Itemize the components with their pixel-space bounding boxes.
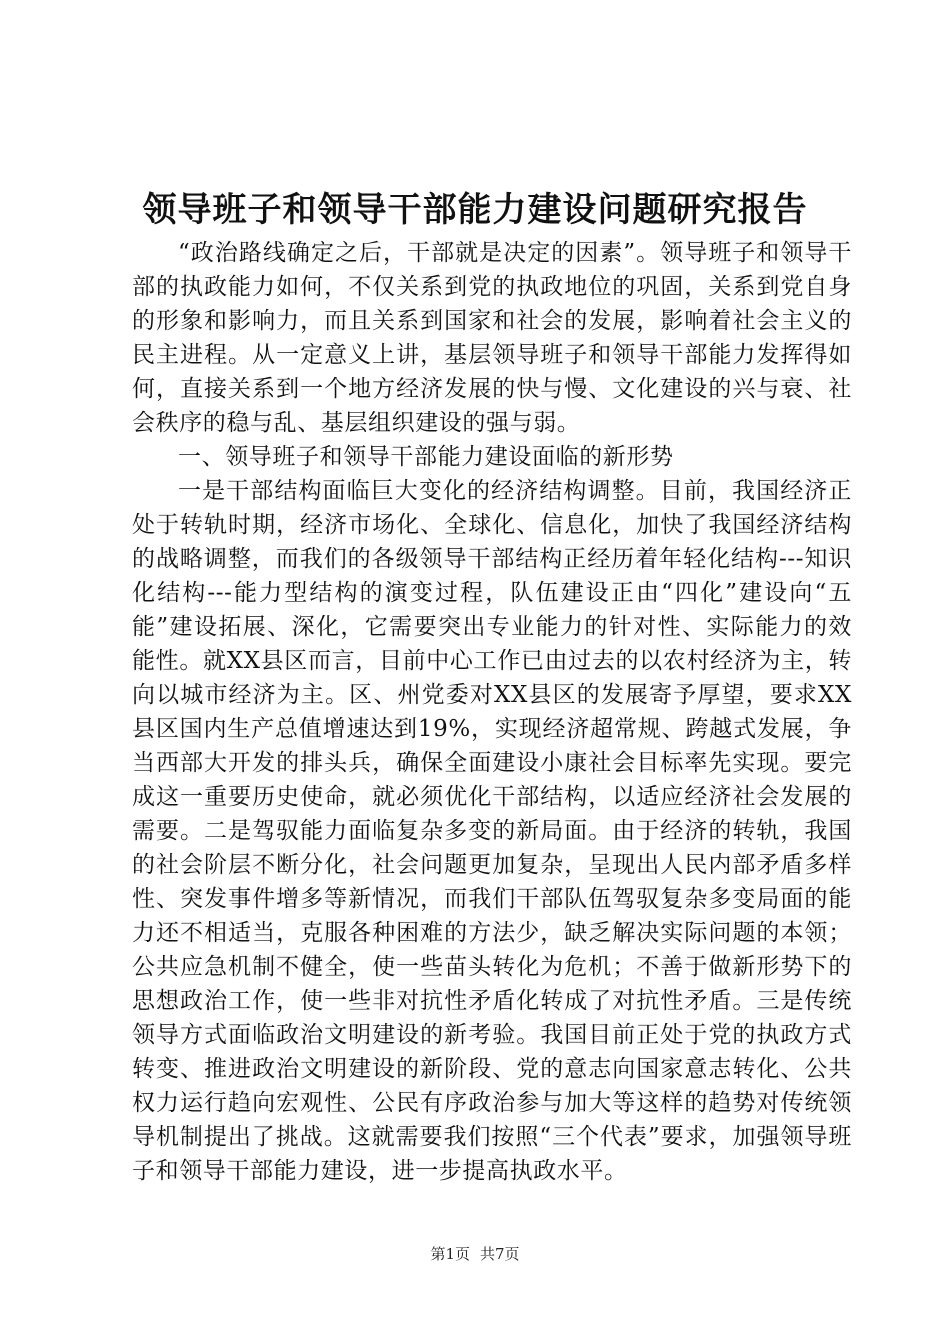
- page-footer: [0, 1243, 950, 1265]
- section-heading: 一、领导班子和领导干部能力建设面临的新形势: [178, 444, 674, 470]
- intro-paragraph: “政治路线确定之后，干部就是决定的因素”。领导班子和领导干部的执政能力如何，不仅关系到党的执政地位的巩固，关系到党自身的形象和影响力，而且关系到国家和社会的发展，影响着社会主义的民主进程。从一定意义上讲，基层领导班子和领导干部能力发挥得如何，直接关系到一个地方经济发展的快与慢、文化建设的兴与衰、社会秩序的稳与乱、基层组织建设的强与弱。: [132, 240, 852, 436]
- document-body: [132, 236, 852, 1188]
- page-number-total: 共7页: [480, 1245, 520, 1263]
- body-paragraph: 一是干部结构面临巨大变化的经济结构调整。目前，我国经济正处于转轨时期，经济市场化、全球化、信息化，加快了我国经济结构的战略调整，而我们的各级领导干部结构正经历着年轻化结构---知识化结构---能力型结构的演变过程，队伍建设正由“四化”建设向“五能”建设拓展、深化，它需要突出专业能力的针对性、实际能力的效能性。就XX县区而言，目前中心工作已由过去的以农村经济为主，转向以城市经济为主。区、州党委对XX县区的发展寄予厚望，要求XX县区国内生产总值增速达到19%，实现经济超常规、跨越式发展，争当西部大开发的排头兵，确保全面建设小康社会目标率先实现。要完成这一重要历史使命，就必须优化干部结构，以适应经济社会发展的需要。二是驾驭能力面临复杂多变的新局面。由于经济的转轨，我国的社会阶层不断分化，社会问题更加复杂，呈现出人民内部矛盾多样性、突发事件增多等新情况，而我们干部队伍驾驭复杂多变局面的能力还不相适当，克服各种困难的方法少，缺乏解决实际问题的本领；公共应急机制不健全，使一些苗头转化为危机；不善于做新形势下的思想政治工作，使一些非对抗性矛盾化转成了对抗性矛盾。三是传统领导方式面临政治文明建设的新考验。我国目前正处于党的执政方式转变、推进政治文明建设的新阶段、党的意志向国家意志转化、公共权力运行趋向宏观性、公民有序政治参与加大等这样的趋势对传统领导机制提出了挑战。这就需要我们按照“三个代表”要求，加强领导班子和领导干部能力建设，进一步提高执政水平。: [132, 478, 852, 1184]
- document-title: 领导班子和领导干部能力建设问题研究报告: [142, 190, 808, 230]
- page-number-current: 第1页: [430, 1245, 470, 1263]
